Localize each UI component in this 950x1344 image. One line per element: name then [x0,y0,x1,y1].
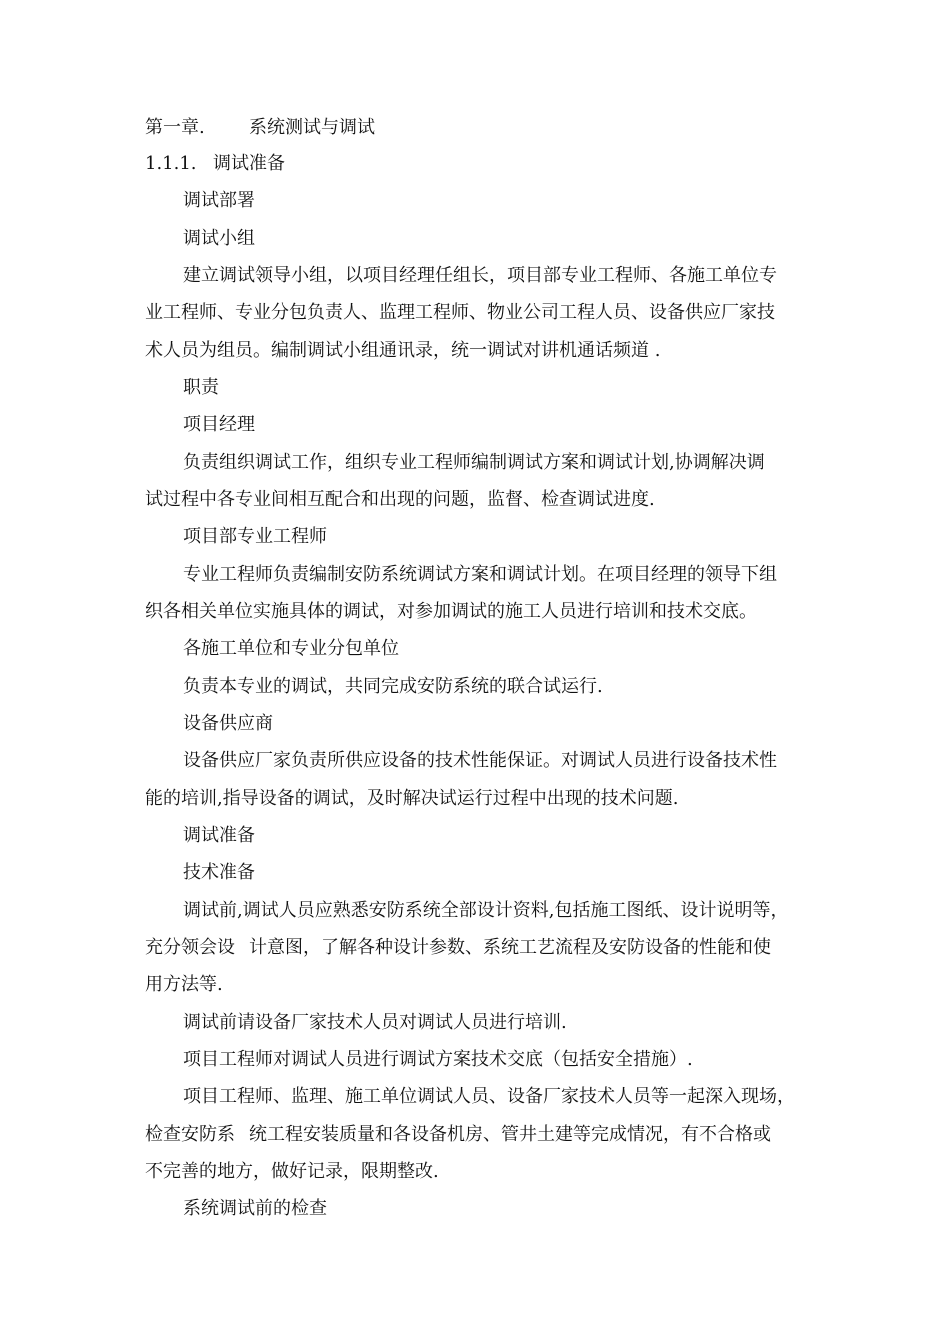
paragraph-line: 专业工程师负责编制安防系统调试方案和调试计划。在项目经理的领导下组 [183,564,777,585]
paragraph-line: 调试前,调试人员应熟悉安防系统全部设计资料,包括施工图纸、设计说明等， [183,900,789,921]
text-fragment: 充分领会设 [145,937,235,958]
paragraph-line: 负责本专业的调试，共同完成安防系统的联合试运行. [183,676,603,697]
section-heading [145,150,285,178]
subheading-team: 调试小组 [183,228,255,249]
text-fragment: 计意图，了解各种设计参数、系统工艺流程及安防设备的性能和使 [249,937,771,958]
subheading-pre-check: 系统调试前的检查 [183,1198,327,1219]
text-fragment: 统工程安装质量和各设备机房、管井土建等完成情况，有不合格或 [249,1124,771,1145]
paragraph-line: 项目工程师、监理、施工单位调试人员、设备厂家技术人员等一起深入现场， [183,1086,795,1107]
paragraph-line [145,934,771,962]
chapter-number: 第一章. [145,117,205,138]
subheading-engineer: 项目部专业工程师 [183,526,327,547]
subheading-deployment: 调试部署 [183,190,255,211]
paragraph-line: 负责组织调试工作，组织专业工程师编制调试方案和调试计划,协调解决调 [183,452,765,473]
section-number: 1.1.1. [145,153,197,174]
paragraph-line: 用方法等. [145,974,223,995]
paragraph-line: 建立调试领导小组，以项目经理任组长，项目部专业工程师、各施工单位专 [183,265,777,286]
paragraph-line: 织各相关单位实施具体的调试，对参加调试的施工人员进行培训和技术交底。 [145,601,757,622]
chapter-title: 系统测试与调试 [249,117,375,138]
subheading-project-manager: 项目经理 [183,414,255,435]
paragraph-line: 不完善的地方，做好记录，限期整改. [145,1161,439,1182]
subheading-preparation: 调试准备 [183,825,255,846]
paragraph-line [145,1121,771,1149]
section-title: 调试准备 [213,153,285,174]
subheading-contractors: 各施工单位和专业分包单位 [183,638,399,659]
subheading-duties: 职责 [183,377,219,398]
paragraph-line: 项目工程师对调试人员进行调试方案技术交底（包括安全措施）. [183,1049,693,1070]
paragraph-line: 调试前请设备厂家技术人员对调试人员进行培训. [183,1012,567,1033]
subheading-technical: 技术准备 [183,862,255,883]
paragraph-line: 术人员为组员。编制调试小组通讯录，统一调试对讲机通话频道 . [145,340,661,361]
paragraph-line: 能的培训,指导设备的调试，及时解决试运行过程中出现的技术问题. [145,788,679,809]
paragraph-line: 业工程师、专业分包负责人、监理工程师、物业公司工程人员、设备供应厂家技 [145,302,775,323]
paragraph-line: 试过程中各专业间相互配合和出现的问题，监督、检查调试进度. [145,489,655,510]
paragraph-line: 设备供应厂家负责所供应设备的技术性能保证。对调试人员进行设备技术性 [183,750,777,771]
text-fragment: 检查安防系 [145,1124,235,1145]
chapter-heading [145,114,375,142]
subheading-supplier: 设备供应商 [183,713,273,734]
